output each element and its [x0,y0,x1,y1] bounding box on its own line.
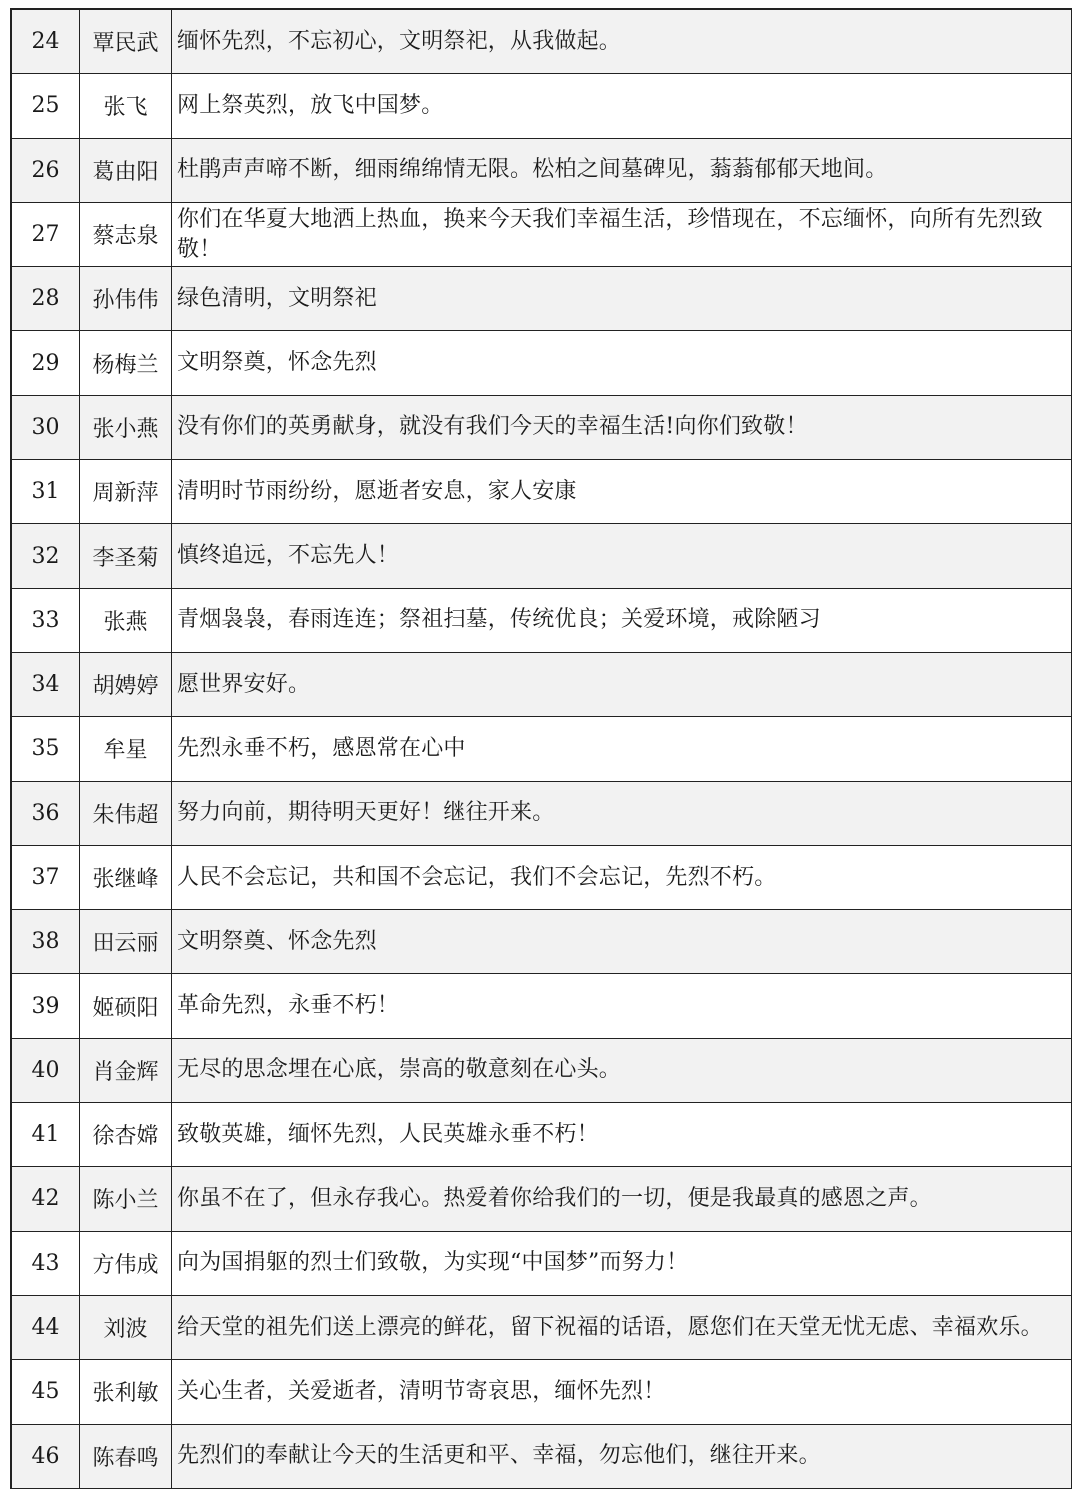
table-row [12,1103,1072,1167]
row-name: 李圣菊 [80,524,172,587]
row-name: 牟星 [80,717,172,780]
row-number: 39 [12,974,80,1037]
row-name: 刘波 [80,1296,172,1359]
row-message: 没有你们的英勇献身，就没有我们今天的幸福生活!向你们致敬！ [172,396,1072,459]
table-row [12,139,1072,203]
row-number: 26 [12,139,80,202]
row-message: 向为国捐躯的烈士们致敬，为实现“中国梦”而努力！ [172,1232,1072,1295]
row-number: 44 [12,1296,80,1359]
table-row [12,974,1072,1038]
row-message: 清明时节雨纷纷，愿逝者安息，家人安康 [172,460,1072,523]
table-row [12,589,1072,653]
row-number: 33 [12,589,80,652]
row-number: 31 [12,460,80,523]
row-message: 缅怀先烈，不忘初心，文明祭祀，从我做起。 [172,10,1072,73]
table-row [12,1167,1072,1231]
row-number: 32 [12,524,80,587]
row-number: 36 [12,782,80,845]
table-row [12,1360,1072,1424]
row-message: 革命先烈，永垂不朽！ [172,974,1072,1037]
row-number: 27 [12,203,80,266]
table-row [12,910,1072,974]
row-message: 文明祭奠、怀念先烈 [172,910,1072,973]
row-number: 37 [12,846,80,909]
table-row [12,1296,1072,1360]
table-row [12,846,1072,910]
message-table [10,8,1072,1489]
row-message: 你们在华夏大地洒上热血，换来今天我们幸福生活，珍惜现在，不忘缅怀，向所有先烈致敬！ [172,203,1072,266]
row-number: 29 [12,331,80,394]
row-name: 田云丽 [80,910,172,973]
row-message: 绿色清明，文明祭祀 [172,267,1072,330]
table-row [12,1039,1072,1103]
row-message: 你虽不在了，但永存我心。热爱着你给我们的一切，便是我最真的感恩之声。 [172,1167,1072,1230]
row-name: 胡娉婷 [80,653,172,716]
row-name: 葛由阳 [80,139,172,202]
row-message: 给天堂的祖先们送上漂亮的鲜花，留下祝福的话语，愿您们在天堂无忧无虑、幸福欢乐。 [172,1296,1072,1359]
row-name: 张飞 [80,74,172,137]
row-number: 34 [12,653,80,716]
table-row [12,203,1072,267]
row-name: 陈春鸣 [80,1425,172,1488]
table-row [12,267,1072,331]
row-name: 杨梅兰 [80,331,172,394]
row-message: 关心生者，关爱逝者，清明节寄哀思，缅怀先烈！ [172,1360,1072,1423]
row-name: 周新萍 [80,460,172,523]
row-name: 朱伟超 [80,782,172,845]
row-number: 28 [12,267,80,330]
row-message: 青烟袅袅，春雨连连；祭祖扫墓，传统优良；关爱环境，戒除陋习 [172,589,1072,652]
row-message: 杜鹃声声啼不断，细雨绵绵情无限。松柏之间墓碑见，蓊蓊郁郁天地间。 [172,139,1072,202]
row-name: 姬硕阳 [80,974,172,1037]
table-row [12,460,1072,524]
row-message: 先烈永垂不朽，感恩常在心中 [172,717,1072,780]
row-name: 张小燕 [80,396,172,459]
row-number: 46 [12,1425,80,1488]
row-message: 努力向前，期待明天更好！继往开来。 [172,782,1072,845]
row-message: 人民不会忘记，共和国不会忘记，我们不会忘记，先烈不朽。 [172,846,1072,909]
row-name: 陈小兰 [80,1167,172,1230]
row-name: 张继峰 [80,846,172,909]
row-name: 蔡志泉 [80,203,172,266]
row-name: 肖金辉 [80,1039,172,1102]
row-message: 致敬英雄，缅怀先烈，人民英雄永垂不朽！ [172,1103,1072,1166]
table-row [12,717,1072,781]
row-number: 25 [12,74,80,137]
table-row [12,1425,1072,1489]
table-row [12,782,1072,846]
row-number: 35 [12,717,80,780]
row-number: 42 [12,1167,80,1230]
row-name: 孙伟伟 [80,267,172,330]
row-name: 徐杏嫦 [80,1103,172,1166]
table-row [12,396,1072,460]
row-number: 30 [12,396,80,459]
table-row [12,331,1072,395]
row-message: 慎终追远，不忘先人！ [172,524,1072,587]
row-message: 文明祭奠，怀念先烈 [172,331,1072,394]
table-row [12,1232,1072,1296]
row-number: 24 [12,10,80,73]
row-name: 张燕 [80,589,172,652]
row-name: 张利敏 [80,1360,172,1423]
row-name: 方伟成 [80,1232,172,1295]
row-number: 41 [12,1103,80,1166]
row-number: 43 [12,1232,80,1295]
row-message: 先烈们的奉献让今天的生活更和平、幸福，勿忘他们，继往开来。 [172,1425,1072,1488]
row-message: 网上祭英烈，放飞中国梦。 [172,74,1072,137]
row-number: 38 [12,910,80,973]
row-number: 45 [12,1360,80,1423]
row-message: 无尽的思念埋在心底，崇高的敬意刻在心头。 [172,1039,1072,1102]
row-message: 愿世界安好。 [172,653,1072,716]
row-number: 40 [12,1039,80,1102]
table-row [12,74,1072,138]
table-row [12,653,1072,717]
table-row [12,524,1072,588]
row-name: 覃民武 [80,10,172,73]
table-row [12,10,1072,74]
